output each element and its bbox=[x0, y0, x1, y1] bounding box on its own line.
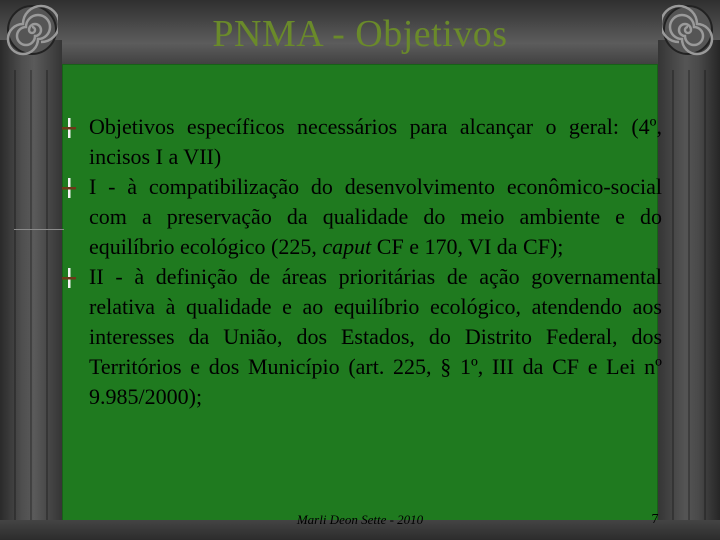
sword-bullet-icon bbox=[60, 268, 78, 288]
slide-title: PNMA - Objetivos bbox=[212, 13, 508, 55]
bullet-list bbox=[62, 112, 662, 412]
left-pillar bbox=[0, 40, 62, 540]
list-item bbox=[62, 172, 662, 262]
sword-bullet-icon bbox=[60, 118, 78, 138]
divider bbox=[14, 229, 64, 230]
list-item bbox=[62, 262, 662, 412]
footer-author: Marli Deon Sette - 2010 bbox=[296, 512, 424, 527]
page-number: 7 bbox=[651, 512, 659, 527]
sword-bullet-icon bbox=[60, 178, 78, 198]
bullet-text: II - à definição de áreas prioritárias de ação governamental relativa à qualidade e ao equilíbrio ecológico, atendendo aos interesses da União, dos Estados, do Distrito Federal, dos Territórios e dos Município (art. 225, § 1º, III da CF e Lei nº 9.985/2000); bbox=[89, 264, 662, 409]
italic-term: caput bbox=[322, 234, 372, 259]
right-pillar bbox=[658, 40, 720, 540]
bullet-text: Objetivos específicos necessários para alcançar o geral: (4º, incisos I a VII) bbox=[89, 114, 662, 169]
bullet-text: CF e 170, VI da CF); bbox=[371, 234, 564, 259]
bullet-text: I - à compatibilização do desenvolvimento econômico-social com a preservação da qualidade do meio ambiente e do equilíbrio ecológico (225, bbox=[89, 174, 662, 259]
list-item bbox=[62, 112, 662, 172]
